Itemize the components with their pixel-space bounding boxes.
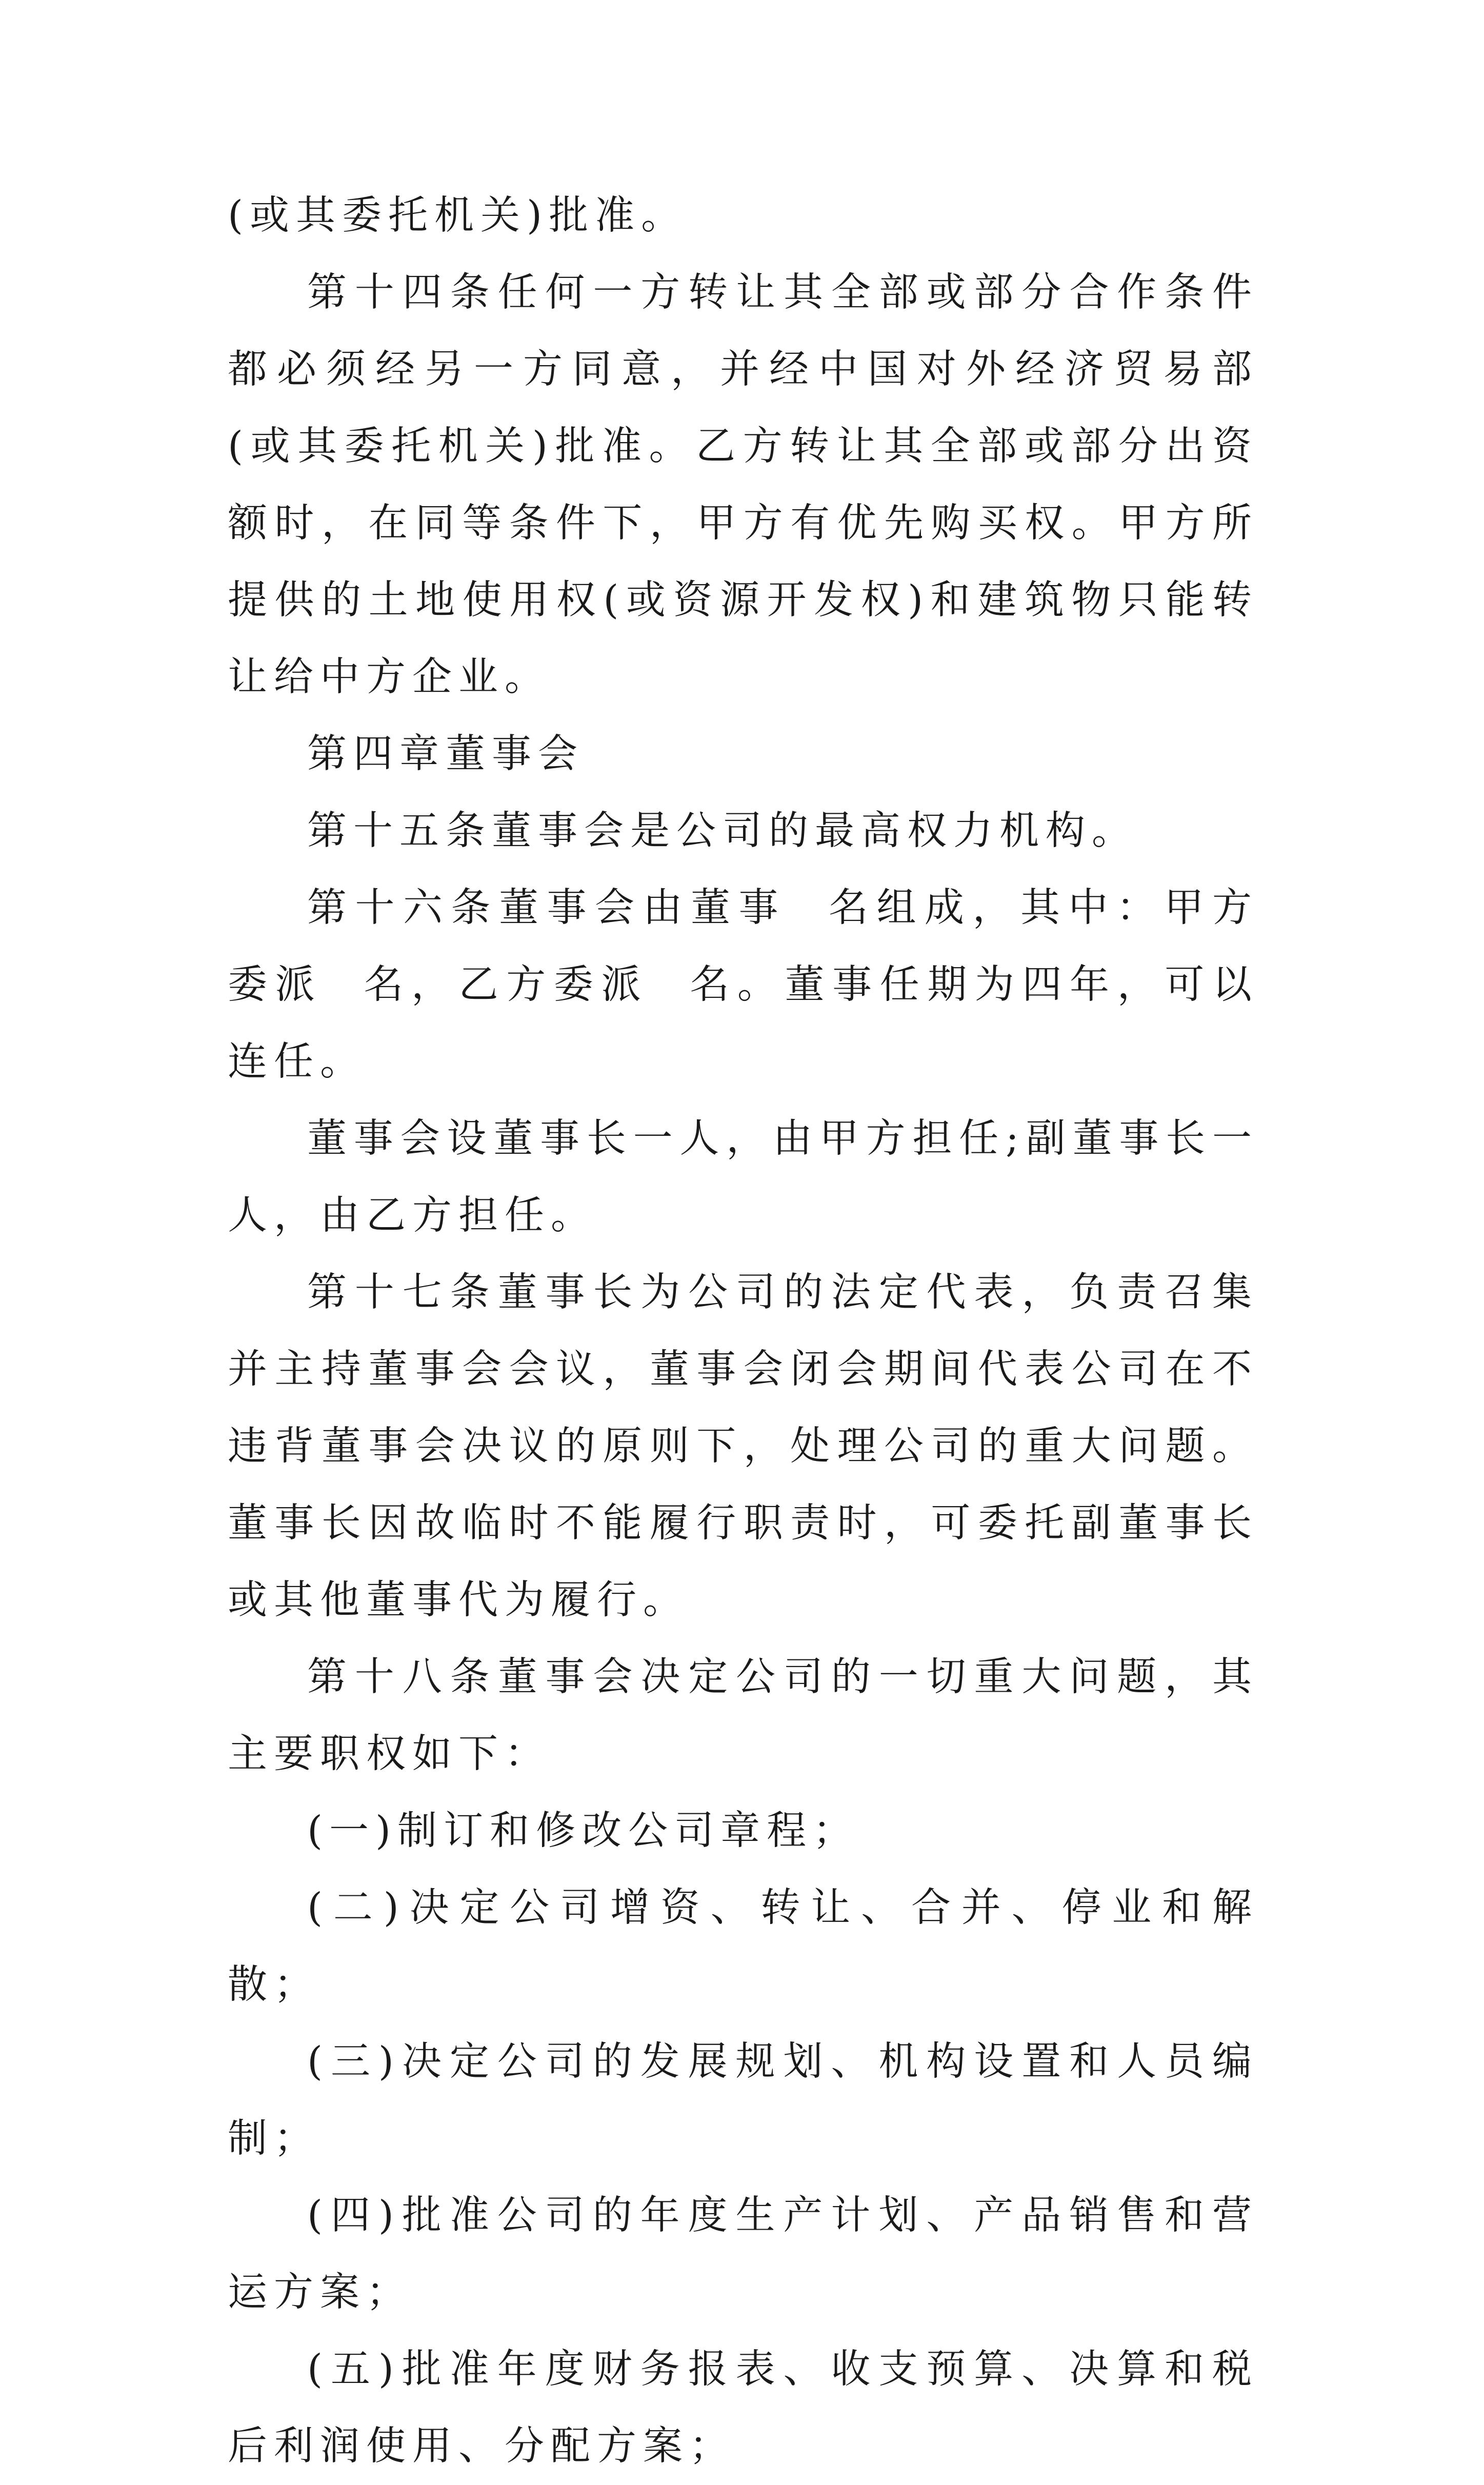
paragraph-article-17: 第十七条董事长为公司的法定代表，负责召集并主持董事会会议，董事会闭会期间代表公司在不违背董事会决议的原则下，处理公司的重大问题。董事长因故临时不能履行职责时，可委托副董事长或其他董事代为履行。 bbox=[228, 1270, 1258, 1623]
paragraph-article-16: 第十六条董事会由董事 名组成，其中：甲方委派 名，乙方委派 名。董事任期为四年，可以连任。 bbox=[228, 885, 1258, 1085]
document-body bbox=[228, 177, 1258, 2485]
list-item-3: (三)决定公司的发展规划、机构设置和人员编制； bbox=[228, 2039, 1258, 2161]
chapter-heading-board: 第四章董事会 bbox=[307, 731, 584, 777]
list-item-5: (五)批准年度财务报表、收支预算、决算和税后利润使用、分配方案； bbox=[228, 2347, 1258, 2469]
paragraph-article-18: 第十八条董事会决定公司的一切重大问题，其主要职权如下： bbox=[228, 1654, 1258, 1777]
list-item-2: (二)决定公司增资、转让、合并、停业和解散； bbox=[228, 1885, 1258, 2008]
list-item-1: (一)制订和修改公司章程； bbox=[307, 1808, 859, 1854]
paragraph-continuation: (或其委托机关)批准。 bbox=[228, 193, 688, 238]
list-item-4: (四)批准公司的年度生产计划、产品销售和营运方案； bbox=[228, 2193, 1258, 2315]
paragraph-article-14: 第十四条任何一方转让其全部或部分合作条件都必须经另一方同意，并经中国对外经济贸易部(或其委托机关)批准。乙方转让其全部或部分出资额时，在同等条件下，甲方有优先购买权。甲方所提供的土地使用权(或资源开发权)和建筑物只能转让给中方企业。 bbox=[228, 270, 1258, 700]
paragraph-article-15: 第十五条董事会是公司的最高权力机构。 bbox=[307, 808, 1138, 854]
paragraph-chairman: 董事会设董事长一人，由甲方担任;副董事长一人，由乙方担任。 bbox=[228, 1116, 1258, 1238]
